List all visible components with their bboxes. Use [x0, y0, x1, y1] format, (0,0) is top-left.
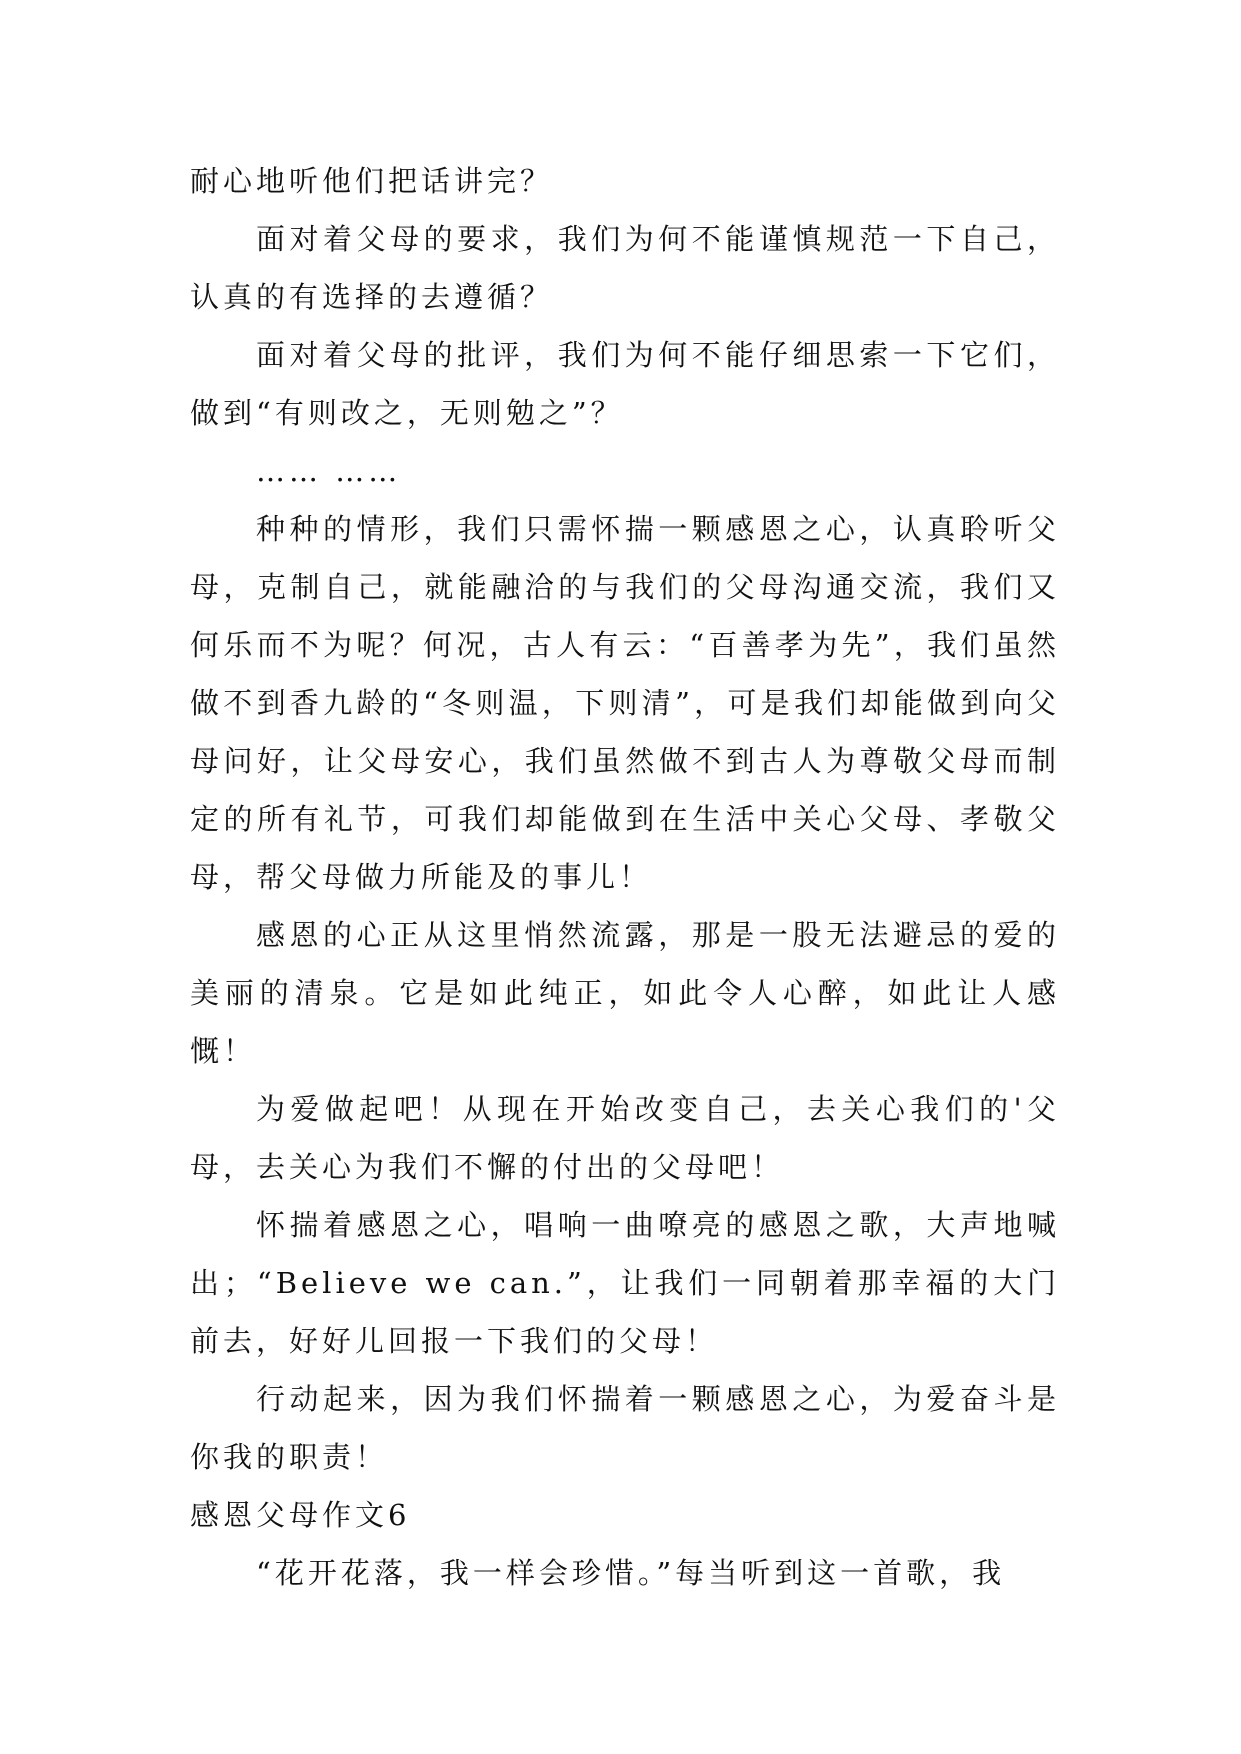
paragraph-believe: 怀揣着感恩之心，唱响一曲嘹亮的感恩之歌，大声地喊出；“Believe we can.”，让我们一同朝着那幸福的大门前去，好好儿回报一下我们的父母！: [190, 1208, 1060, 1358]
paragraph-situations: 种种的情形，我们只需怀揣一颗感恩之心，认真聆听父母，克制自己，就能融洽的与我们的父母沟通交流，我们又何乐而不为呢？何况，古人有云：“百善孝为先”，我们虽然做不到香九龄的“冬则温，下则清”，可是我们却能做到向父母问好，让父母安心，我们虽然做不到古人为尊敬父母而制定的所有礼节，可我们却能做到在生活中关心父母、孝敬父母，帮父母做力所能及的事儿！: [190, 512, 1060, 894]
paragraph-flowers: “花开花落，我一样会珍惜。”每当听到这一首歌，我: [256, 1556, 1006, 1590]
paragraph-criticism: 面对着父母的批评，我们为何不能仔细思索一下它们，做到“有则改之，无则勉之”？: [190, 338, 1060, 430]
paragraph-ellipsis: …… ……: [256, 454, 402, 488]
paragraph-action: 行动起来，因为我们怀揣着一颗感恩之心，为爱奋斗是你我的职责！: [190, 1382, 1060, 1474]
paragraph-requirements: 面对着父母的要求，我们为何不能谨慎规范一下自己，认真的有选择的去遵循？: [190, 222, 1060, 314]
paragraph-gratitude-spring: 感恩的心正从这里悄然流露，那是一股无法避忌的爱的美丽的清泉。它是如此纯正，如此令人心醉，如此让人感慨！: [190, 918, 1060, 1068]
paragraph-start-from-love: 为爱做起吧！从现在开始改变自己，去关心我们的'父母，去关心为我们不懈的付出的父母吧！: [190, 1092, 1060, 1184]
essay-heading: 感恩父母作文6: [190, 1498, 411, 1532]
document-page: [190, 152, 1060, 1602]
paragraph-continuation: 耐心地听他们把话讲完？: [190, 164, 554, 198]
